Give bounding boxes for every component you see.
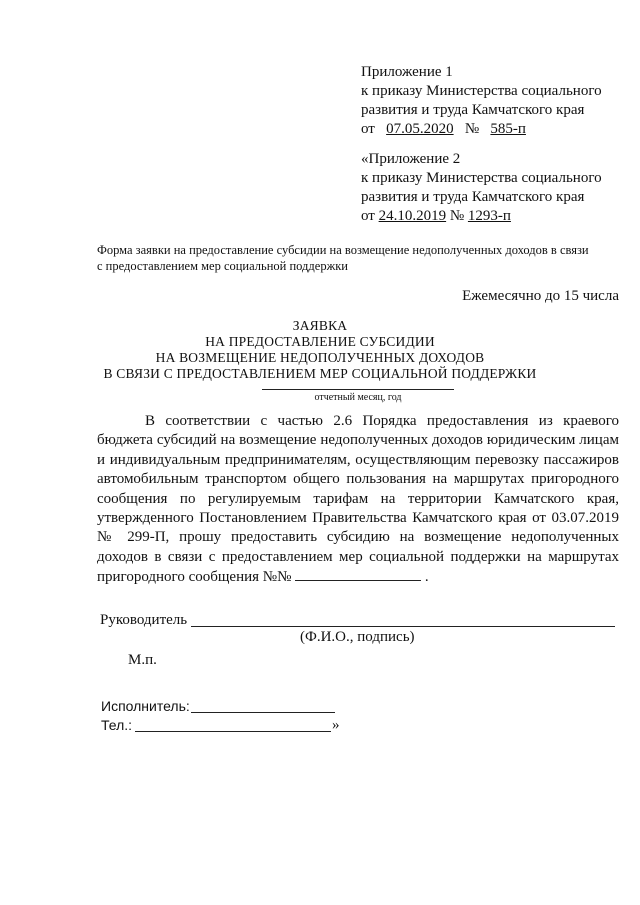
- title-line2: НА ПРЕДОСТАВЛЕНИЕ СУБСИДИИ: [205, 334, 435, 349]
- appendix2-date: 24.10.2019: [378, 208, 447, 224]
- executor-line: [191, 712, 335, 713]
- stamp-label: М.п.: [128, 652, 157, 668]
- appendix2-number: 1293-п: [467, 208, 511, 224]
- appendix2-line4: [361, 207, 511, 226]
- period-line: [262, 389, 454, 390]
- title-line3: НА ВОЗМЕЩЕНИЕ НЕДОПОЛУЧЕННЫХ ДОХОДОВ: [155, 350, 485, 365]
- phone-line: [135, 731, 331, 732]
- appendix2-line2: к приказу Министерства социального: [361, 170, 602, 186]
- appendix2-line1: «Приложение 2: [361, 151, 461, 167]
- period-caption: отчетный месяц, год: [314, 392, 402, 403]
- appendix1-line1: Приложение 1: [361, 64, 453, 80]
- phone-label: Тел.:: [101, 717, 133, 733]
- executor-label: Исполнитель:: [101, 698, 190, 714]
- body-paragraph: [97, 412, 619, 588]
- signature-caption: (Ф.И.О., подпись): [300, 629, 415, 645]
- appendix1-number-sign: №: [464, 121, 480, 137]
- appendix1-line4: [361, 120, 526, 139]
- closing-quote: »: [332, 717, 340, 733]
- appendix1-date: 07.05.2020: [386, 121, 454, 137]
- appendix1-number: 585-п: [490, 121, 526, 137]
- appendix2-from: от: [361, 208, 375, 224]
- title-line4: В СВЯЗИ С ПРЕДОСТАВЛЕНИЕМ МЕР СОЦИАЛЬНОЙ ПОДДЕРЖКИ: [103, 366, 537, 381]
- appendix2-number-sign: №: [449, 208, 465, 224]
- appendix2-line3: развития и труда Камчатского края: [361, 189, 585, 205]
- head-signature-line: [191, 626, 615, 627]
- appendix1-line3: развития и труда Камчатского края: [361, 102, 585, 118]
- title-line1: ЗАЯВКА: [292, 318, 348, 333]
- form-note-line2: с предоставлением мер социальной поддержки: [97, 259, 348, 273]
- body-text: В соответствии с частью 2.6 Порядка предоставления из краевого бюджета субсидий на возмещение недополученных доходов юридическим лицам и индивидуальным предпринимателям, осуществляющим перевозку пассажиров автомобильным транспортом общего пользования на маршрутах пригородного сообщения по регулируемым тарифам на территории Камчатского края, утвержденного Постановлением Правительства Камчатского края от 03.07.2019 № 299-П, прошу предоставить субсидию на возмещение недополученных доходов в связи с предоставлением мер социальной поддержки на маршрутах пригородного сообщения №№: [97, 413, 619, 586]
- head-label: Руководитель: [100, 612, 188, 628]
- appendix1-from: от: [361, 121, 375, 137]
- form-note-line1: Форма заявки на предоставление субсидии на возмещение недополученных доходов в связи: [97, 243, 589, 257]
- routes-numbers-blank: [295, 567, 421, 581]
- deadline-note: Ежемесячно до 15 числа: [462, 288, 619, 304]
- appendix1-line2: к приказу Министерства социального: [361, 83, 602, 99]
- body-tail: .: [424, 569, 429, 586]
